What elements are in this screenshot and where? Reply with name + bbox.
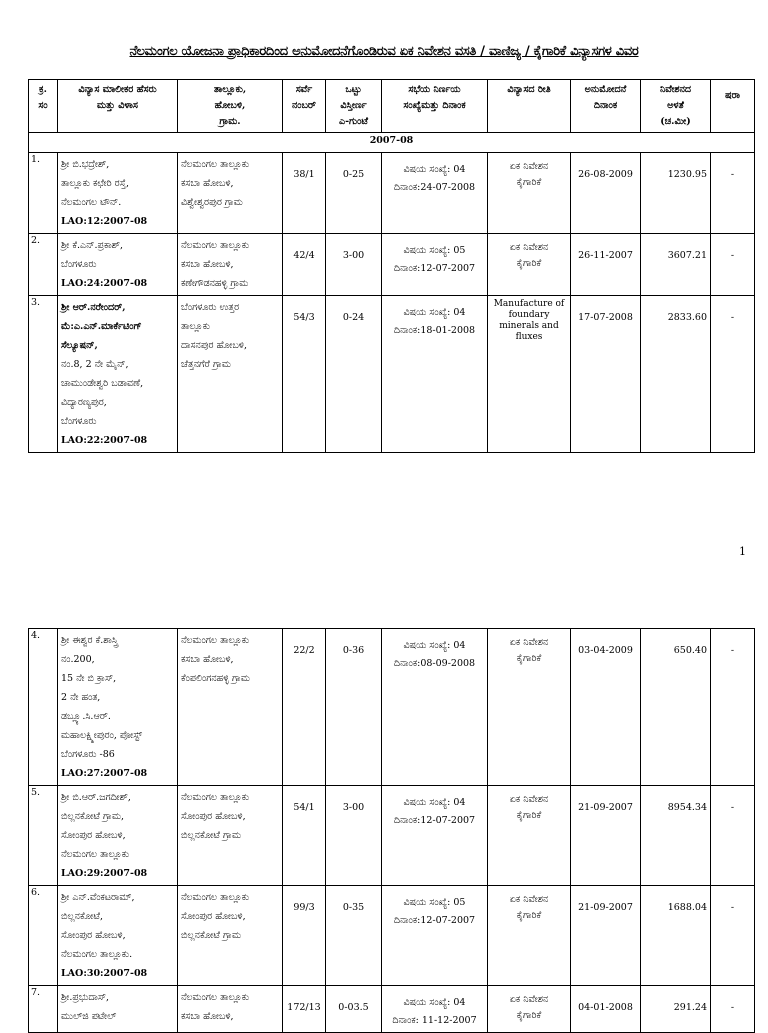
- layout-type-line: ಏಕ ನಿವೇಶನ: [509, 894, 549, 905]
- owner-line: ಶ್ರೀ ಕೆ.ಎನ್.ಪ್ರಕಾಶ್,: [61, 240, 123, 251]
- taluk-line: ಚೆತ್ತನಗೆರೆ ಗ್ರಾಮ: [181, 359, 231, 370]
- meeting-line: ವಿಷಯ ಸಂಖ್ಯೆ: 04: [403, 164, 466, 175]
- survey-cell: 172/13: [283, 986, 326, 1033]
- owner-line: ಶ್ರೀ ಬಿ.ಭದ್ರೇಶ್,: [61, 159, 110, 170]
- meeting-line: ವಿಷಯ ಸಂಖ್ಯೆ: 04: [403, 640, 466, 651]
- meeting-cell: [382, 629, 488, 786]
- owner-line: ಚಾಮುಂಡೇಶ್ವರಿ ಬಡಾವಣೆ,: [61, 378, 144, 389]
- meeting-line: ವಿಷಯ ಸಂಖ್ಯೆ: 04: [403, 797, 466, 808]
- owner-line: ಶ್ರೀ ಆರ್.ನರೇಂದರ್,: [61, 302, 126, 313]
- owner-cell: [58, 629, 178, 786]
- taluk-line: ವಿಶ್ವೇಶ್ವರಪುರ ಗ್ರಾಮ: [181, 197, 243, 208]
- header-meeting: [382, 80, 488, 133]
- meeting-line: ದಿನಾಂಕ:12-07-2007: [393, 815, 476, 826]
- owner-line: ಮಹಾಲಕ್ಷ್ಮೀಪುರಂ, ಪೋಸ್ಟ್: [61, 730, 143, 741]
- plot-size-cell: 650.40: [641, 629, 711, 786]
- header-line: ವಿನ್ಯಾಸ ಮಾಲೀಕರ ಹೆಸರು: [78, 84, 157, 95]
- table-row: [29, 153, 755, 234]
- header-line: ನಂಬರ್: [291, 100, 317, 111]
- header-line: ಸಂಖ್ಯೆಮತ್ತು ದಿನಾಂಕ: [403, 100, 466, 111]
- owner-line: ಡಬ್ಲ್ಯೂ.ಸಿ.ಆರ್.: [61, 711, 111, 722]
- plot-size-cell: 8954.34: [641, 786, 711, 886]
- header-line: ಗ್ರಾಮ.: [219, 116, 241, 127]
- owner-line: ಬಿಲ್ಲನಕೋಟೆ,: [61, 911, 104, 922]
- header-taluk: [178, 80, 283, 133]
- owner-line: ಮೆ:ಎ.ಎನ್.ಮಾರ್ಕೆಟಿಂಗ್: [61, 321, 142, 332]
- meeting-line: ದಿನಾಂಕ:24-07-2008: [393, 182, 476, 193]
- approval-date-cell: 03-04-2009: [571, 629, 641, 786]
- owner-line: ನಂ.8, 2 ನೇ ಮೈನ್,: [61, 359, 129, 370]
- area-cell: 0-35: [326, 886, 382, 986]
- owner-line: ಶ್ರೀ ಈಶ್ವರ ಕೆ.ಶಾಸ್ತ್ರಿ: [61, 635, 118, 646]
- layout-type-line: ಏಕ ನಿವೇಶನ: [509, 161, 549, 172]
- approval-date-cell: 26-11-2007: [571, 234, 641, 296]
- taluk-line: ನೆಲಮಂಗಲ ತಾಲ್ಲೂಕು: [181, 635, 250, 646]
- remarks-cell: -: [711, 886, 755, 986]
- header-line: (ಚ.ಮೀ): [660, 116, 691, 127]
- owner-line: ಸೋಂಪುರ ಹೋಬಳಿ,: [61, 830, 126, 841]
- lao-number: LAO:29:2007-08: [61, 868, 148, 879]
- lao-number: LAO:27:2007-08: [61, 768, 148, 779]
- table-row: [29, 986, 755, 1033]
- meeting-line: ವಿಷಯ ಸಂಖ್ಯೆ: 05: [403, 897, 466, 908]
- owner-line: ಬೆಂಗಳೂರು -86: [61, 749, 115, 760]
- owner-line: ಬೆಂಗಳೂರು: [61, 259, 97, 270]
- table-row: [29, 786, 755, 886]
- header-owner: [58, 80, 178, 133]
- owner-line: ತಾಲ್ಲೂಕು ಕಛೇರಿ ರಸ್ತೆ,: [61, 178, 129, 189]
- survey-cell: 38/1: [283, 153, 326, 234]
- table-row: [29, 886, 755, 986]
- taluk-cell: [178, 234, 283, 296]
- lao-number: LAO:22:2007-08: [61, 435, 148, 446]
- taluk-line: ಬಿಲ್ಲನಕೋಟೆ ಗ್ರಾಮ: [181, 830, 241, 841]
- owner-line: ಶ್ರೀ ಎನ್.ವೆಂಕಟರಾಮ್,: [61, 892, 135, 903]
- owner-line: ನಂ.200,: [61, 654, 95, 665]
- meeting-line: ವಿಷಯ ಸಂಖ್ಯೆ: 04: [403, 997, 466, 1008]
- layout-type-line: Manufacture of: [493, 299, 565, 309]
- plot-size-cell: 3607.21: [641, 234, 711, 296]
- layout-type-line: ಕೈಗಾರಿಕೆ: [516, 1010, 542, 1021]
- owner-line: ಮುಲ್‌ಜಿ ಪಟೇಲ್: [61, 1011, 117, 1022]
- meeting-line: ವಿಷಯ ಸಂಖ್ಯೆ: 05: [403, 245, 466, 256]
- taluk-line: ಸೋಂಪುರ ಹೋಬಳಿ,: [181, 811, 246, 822]
- owner-line: ಸೆಲ್ಯೂಷನ್,: [61, 340, 98, 351]
- plot-size-cell: 1688.04: [641, 886, 711, 986]
- layout-type-line: foundary: [508, 310, 550, 320]
- owner-line: ನೆಲಮಂಗಲ ತಾಲ್ಲೂಕು: [61, 849, 130, 860]
- survey-cell: 99/3: [283, 886, 326, 986]
- owner-line: ನೆಲಮಂಗಲ ಟೌನ್.: [61, 197, 122, 208]
- layout-type-cell: [488, 629, 571, 786]
- header-line: ದಿನಾಂಕ: [593, 100, 618, 111]
- header-line: ವಿನ್ಯಾಸದ ರೀತಿ: [507, 84, 551, 95]
- header-line: ನಿವೇಶನದ: [659, 84, 692, 95]
- taluk-cell: [178, 153, 283, 234]
- owner-line: ಶ್ರೀ.ಪ್ರಭುದಾಸ್,: [61, 992, 110, 1003]
- taluk-cell: [178, 786, 283, 886]
- header-layout-type: [488, 80, 571, 133]
- approval-date-cell: 04-01-2008: [571, 986, 641, 1033]
- owner-line: ಬಿಲ್ಲನಕೋಟೆ ಗ್ರಾಮ,: [61, 811, 124, 822]
- layout-type-line: fluxes: [515, 332, 543, 342]
- lao-number: LAO:12:2007-08: [61, 216, 148, 227]
- layout-type-line: ಏಕ ನಿವೇಶನ: [509, 794, 549, 805]
- serial-cell: 5.: [29, 786, 58, 886]
- meeting-line: ದಿನಾಂಕ:12-07-2007: [393, 263, 476, 274]
- taluk-line: ನೆಲಮಂಗಲ ತಾಲ್ಲೂಕು: [181, 992, 250, 1003]
- remarks-cell: -: [711, 234, 755, 296]
- header-line: ಕ್ರ.: [39, 84, 47, 95]
- header-line: ಹೋಬಳಿ,: [214, 100, 246, 111]
- serial-cell: 1.: [29, 153, 58, 234]
- meeting-line: ದಿನಾಂಕ:08-09-2008: [393, 658, 476, 669]
- taluk-line: ಕಸಬಾ ಹೋಬಳಿ,: [181, 654, 234, 665]
- header-line: ಷರಾ: [725, 90, 740, 101]
- survey-cell: 54/1: [283, 786, 326, 886]
- meeting-cell: [382, 886, 488, 986]
- area-cell: 0-24: [326, 296, 382, 453]
- taluk-line: ನೆಲಮಂಗಲ ತಾಲ್ಲೂಕು: [181, 792, 250, 803]
- layout-type-cell: [488, 296, 571, 453]
- plot-size-cell: 2833.60: [641, 296, 711, 453]
- approval-date-cell: 21-09-2007: [571, 886, 641, 986]
- meeting-line: ದಿನಾಂಕ:18-01-2008: [393, 325, 476, 336]
- layout-table-page-2: [28, 628, 755, 1033]
- table-row: [29, 296, 755, 453]
- header-line: ಅಳತೆ: [667, 100, 684, 111]
- layout-type-line: ಕೈಗಾರಿಕೆ: [516, 810, 542, 821]
- meeting-cell: [382, 986, 488, 1033]
- header-approval: [571, 80, 641, 133]
- survey-cell: 42/4: [283, 234, 326, 296]
- remarks-cell: -: [711, 786, 755, 886]
- taluk-line: ದಾಸನಪುರ ಹೋಬಳಿ,: [181, 340, 247, 351]
- owner-line: ಬೆಂಗಳೂರು: [61, 416, 97, 427]
- header-plot-size: [641, 80, 711, 133]
- area-cell: 0-03.5: [326, 986, 382, 1033]
- remarks-cell: -: [711, 629, 755, 786]
- header-remarks: [711, 80, 755, 133]
- taluk-line: ನೆಲಮಂಗಲ ತಾಲ್ಲೂಕು: [181, 159, 250, 170]
- layout-type-line: ಕೈಗಾರಿಕೆ: [516, 177, 542, 188]
- approval-date-cell: 17-07-2008: [571, 296, 641, 453]
- remarks-cell: -: [711, 986, 755, 1033]
- owner-cell: [58, 986, 178, 1033]
- area-cell: 0-25: [326, 153, 382, 234]
- layout-type-line: ಏಕ ನಿವೇಶನ: [509, 242, 549, 253]
- header-line: ಸಭೆಯ ನಿರ್ಣಯ: [408, 84, 461, 95]
- taluk-line: ಬೆಂಗಳೂರು ಉತ್ತರ: [181, 302, 240, 313]
- plot-size-cell: 291.24: [641, 986, 711, 1033]
- table-row: [29, 629, 755, 786]
- layout-type-line: minerals and: [499, 321, 559, 331]
- serial-cell: 3.: [29, 296, 58, 453]
- plot-size-cell: 1230.95: [641, 153, 711, 234]
- taluk-cell: [178, 986, 283, 1033]
- taluk-cell: [178, 886, 283, 986]
- survey-cell: 54/3: [283, 296, 326, 453]
- header-row: [29, 80, 755, 133]
- year-row: [29, 133, 755, 153]
- meeting-line: ವಿಷಯ ಸಂಖ್ಯೆ: 04: [403, 307, 466, 318]
- layout-type-line: ಕೈಗಾರಿಕೆ: [516, 910, 542, 921]
- meeting-cell: [382, 153, 488, 234]
- owner-line: 2 ನೇ ಹಂತ,: [61, 692, 101, 703]
- meeting-line: ದಿನಾಂಕ:12-07-2007: [393, 915, 476, 926]
- taluk-line: ಕೆಂಪಲಿಂಗನಹಳ್ಳಿ ಗ್ರಾಮ: [181, 673, 250, 684]
- owner-line: ಸೋಂಪುರ ಹೋಬಳಿ,: [61, 930, 126, 941]
- owner-line: 15 ನೇ ಬಿ ಕ್ರಾಸ್,: [61, 673, 117, 684]
- lao-number: LAO:24:2007-08: [61, 278, 148, 289]
- document-title: ನೆಲಮಂಗಲ ಯೋಜನಾ ಪ್ರಾಧಿಕಾರದಿಂದ ಅನುಮೋದನೆಗೊಂಡಿರುವ ಏಕ ನಿವೇಶನ ವಸತಿ / ವಾಣಿಜ್ಯ / ಕೈಗಾರಿಕೆ ವಿನ್ಯಾಸಗಳ ವಿವರ: [129, 44, 639, 59]
- taluk-line: ಕಸಬಾ ಹೋಬಳಿ,: [181, 259, 234, 270]
- layout-type-line: ಏಕ ನಿವೇಶನ: [509, 637, 549, 648]
- owner-cell: [58, 886, 178, 986]
- owner-line: ಶ್ರೀ ಬಿ.ಆರ್.ಜಗದೀಶ್,: [61, 792, 131, 803]
- serial-cell: 4.: [29, 629, 58, 786]
- layout-type-cell: [488, 886, 571, 986]
- header-area: [326, 80, 382, 133]
- taluk-line: ತಾಲ್ಲೂಕು: [181, 321, 211, 332]
- table-row: [29, 234, 755, 296]
- lao-number: LAO:30:2007-08: [61, 968, 148, 979]
- taluk-line: ಕಣೇಗೌಡನಹಳ್ಳಿ ಗ್ರಾಮ: [181, 278, 249, 289]
- layout-type-cell: [488, 153, 571, 234]
- approval-date-cell: 26-08-2009: [571, 153, 641, 234]
- header-line: ಒಟ್ಟು: [345, 84, 362, 95]
- approval-date-cell: 21-09-2007: [571, 786, 641, 886]
- layout-type-line: ಏಕ ನಿವೇಶನ: [509, 994, 549, 1005]
- owner-line: ನೆಲಮಂಗಲ ತಾಲ್ಲೂಕು.: [61, 949, 133, 960]
- taluk-line: ಬಿಲ್ಲನಕೋಟೆ ಗ್ರಾಮ: [181, 930, 241, 941]
- layout-type-cell: [488, 234, 571, 296]
- layout-type-line: ಕೈಗಾರಿಕೆ: [516, 258, 542, 269]
- layout-type-cell: [488, 786, 571, 886]
- owner-cell: [58, 153, 178, 234]
- area-cell: 3-00: [326, 234, 382, 296]
- area-cell: 0-36: [326, 629, 382, 786]
- header-line: ಅನುಮೋದನೆ: [584, 84, 627, 95]
- remarks-cell: -: [711, 296, 755, 453]
- taluk-line: ನೆಲಮಂಗಲ ತಾಲ್ಲೂಕು: [181, 240, 250, 251]
- taluk-line: ನೆಲಮಂಗಲ ತಾಲ್ಲೂಕು: [181, 892, 250, 903]
- header-line: ಎ-ಗುಂಟೆ: [338, 116, 368, 127]
- serial-cell: 2.: [29, 234, 58, 296]
- owner-cell: [58, 786, 178, 886]
- taluk-cell: [178, 629, 283, 786]
- taluk-line: ಕಸಬಾ ಹೋಬಳಿ,: [181, 178, 234, 189]
- area-cell: 3-00: [326, 786, 382, 886]
- taluk-line: ಕಸಬಾ ಹೋಬಳಿ,: [181, 1011, 234, 1022]
- owner-cell: [58, 296, 178, 453]
- header-line: ಸರ್ವೆ: [295, 84, 313, 95]
- page-number: 1: [739, 545, 746, 558]
- header-line: ಸಂ: [38, 100, 48, 111]
- year-label: 2007-08: [29, 133, 755, 153]
- header-line: ವಿಸ್ತೀರ್ಣ: [340, 100, 367, 111]
- meeting-cell: [382, 234, 488, 296]
- meeting-cell: [382, 296, 488, 453]
- meeting-line: ದಿನಾಂಕ: 11-12-2007: [392, 1015, 477, 1026]
- meeting-cell: [382, 786, 488, 886]
- serial-cell: 6.: [29, 886, 58, 986]
- remarks-cell: -: [711, 153, 755, 234]
- taluk-line: ಸೋಂಪುರ ಹೋಬಳಿ,: [181, 911, 246, 922]
- header-sl: [29, 80, 58, 133]
- layout-type-line: ಕೈಗಾರಿಕೆ: [516, 653, 542, 664]
- header-line: ಮತ್ತು ವಿಳಾಸ: [97, 100, 138, 111]
- taluk-cell: [178, 296, 283, 453]
- layout-type-cell: [488, 986, 571, 1033]
- serial-cell: 7.: [29, 986, 58, 1033]
- header-survey: [283, 80, 326, 133]
- header-line: ತಾಲ್ಲೂಕು,: [213, 84, 247, 95]
- survey-cell: 22/2: [283, 629, 326, 786]
- owner-cell: [58, 234, 178, 296]
- layout-table-page-1: [28, 79, 755, 453]
- owner-line: ವಿದ್ಯಾರಣ್ಯಪುರ,: [61, 397, 107, 408]
